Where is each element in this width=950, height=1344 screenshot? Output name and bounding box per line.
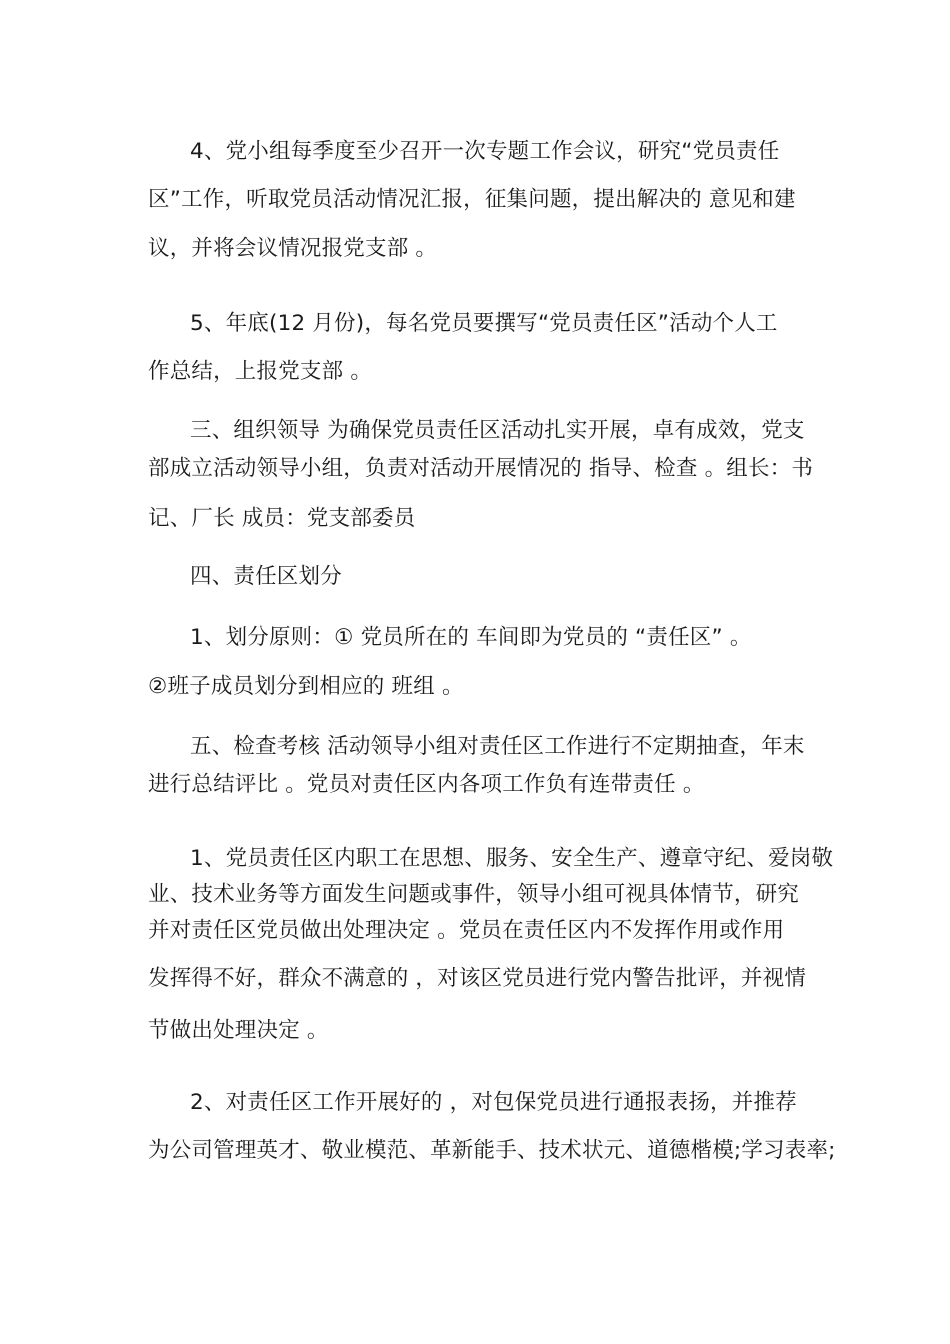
assessment-1-line-5: 节做出处理决定 。: [148, 1018, 329, 1043]
division-principle-line-1: 1、划分原则：① 党员所在的 车间即为党员的 “责任区” 。: [190, 625, 752, 650]
paragraph-4-line-1: 4、党小组每季度至少召开一次专题工作会议，研究“党员责任: [190, 139, 780, 164]
section-5-line-1: 五、检查考核 活动领导小组对责任区工作进行不定期抽查，年末: [190, 734, 805, 759]
assessment-1-line-4: 发挥得不好，群众不满意的 ，对该区党员进行党内警告批评，并视情: [148, 966, 807, 991]
assessment-2-line-1: 2、对责任区工作开展好的 ，对包保党员进行通报表扬，并推荐: [190, 1090, 797, 1115]
paragraph-4-line-3: 议，并将会议情况报党支部 。: [148, 236, 438, 261]
paragraph-5-line-2: 作总结，上报党支部 。: [148, 359, 373, 384]
section-5-line-2: 进行总结评比 。党员对责任区内各项工作负有连带责任 。: [148, 772, 705, 797]
paragraph-4-line-2: 区”工作，听取党员活动情况汇报，征集问题，提出解决的 意见和建: [148, 187, 796, 212]
section-3-line-2: 部成立活动领导小组，负责对活动开展情况的 指导、检查 。组长：书: [148, 456, 814, 481]
assessment-1-line-1: 1、党员责任区内职工在思想、服务、安全生产、遵章守纪、爱岗敬: [190, 846, 834, 871]
section-3-line-1: 三、组织领导 为确保党员责任区活动扎实开展，卓有成效，党支: [190, 418, 805, 443]
section-3-line-3: 记、厂长 成员：党支部委员: [148, 506, 416, 531]
paragraph-5-line-1: 5、年底(12 月份)，每名党员要撰写“党员责任区”活动个人工: [190, 311, 778, 336]
division-principle-line-2: ②班子成员划分到相应的 班组 。: [148, 674, 464, 699]
section-4-heading: 四、责任区划分: [190, 564, 342, 589]
assessment-2-line-2: 为公司管理英才、敬业模范、革新能手、技术状元、道德楷模;学习表率;: [148, 1138, 836, 1163]
assessment-1-line-2: 业、技术业务等方面发生问题或事件，领导小组可视具体情节，研究: [148, 882, 800, 907]
assessment-1-line-3: 并对责任区党员做出处理决定 。党员在责任区内不发挥作用或作用: [148, 918, 785, 943]
